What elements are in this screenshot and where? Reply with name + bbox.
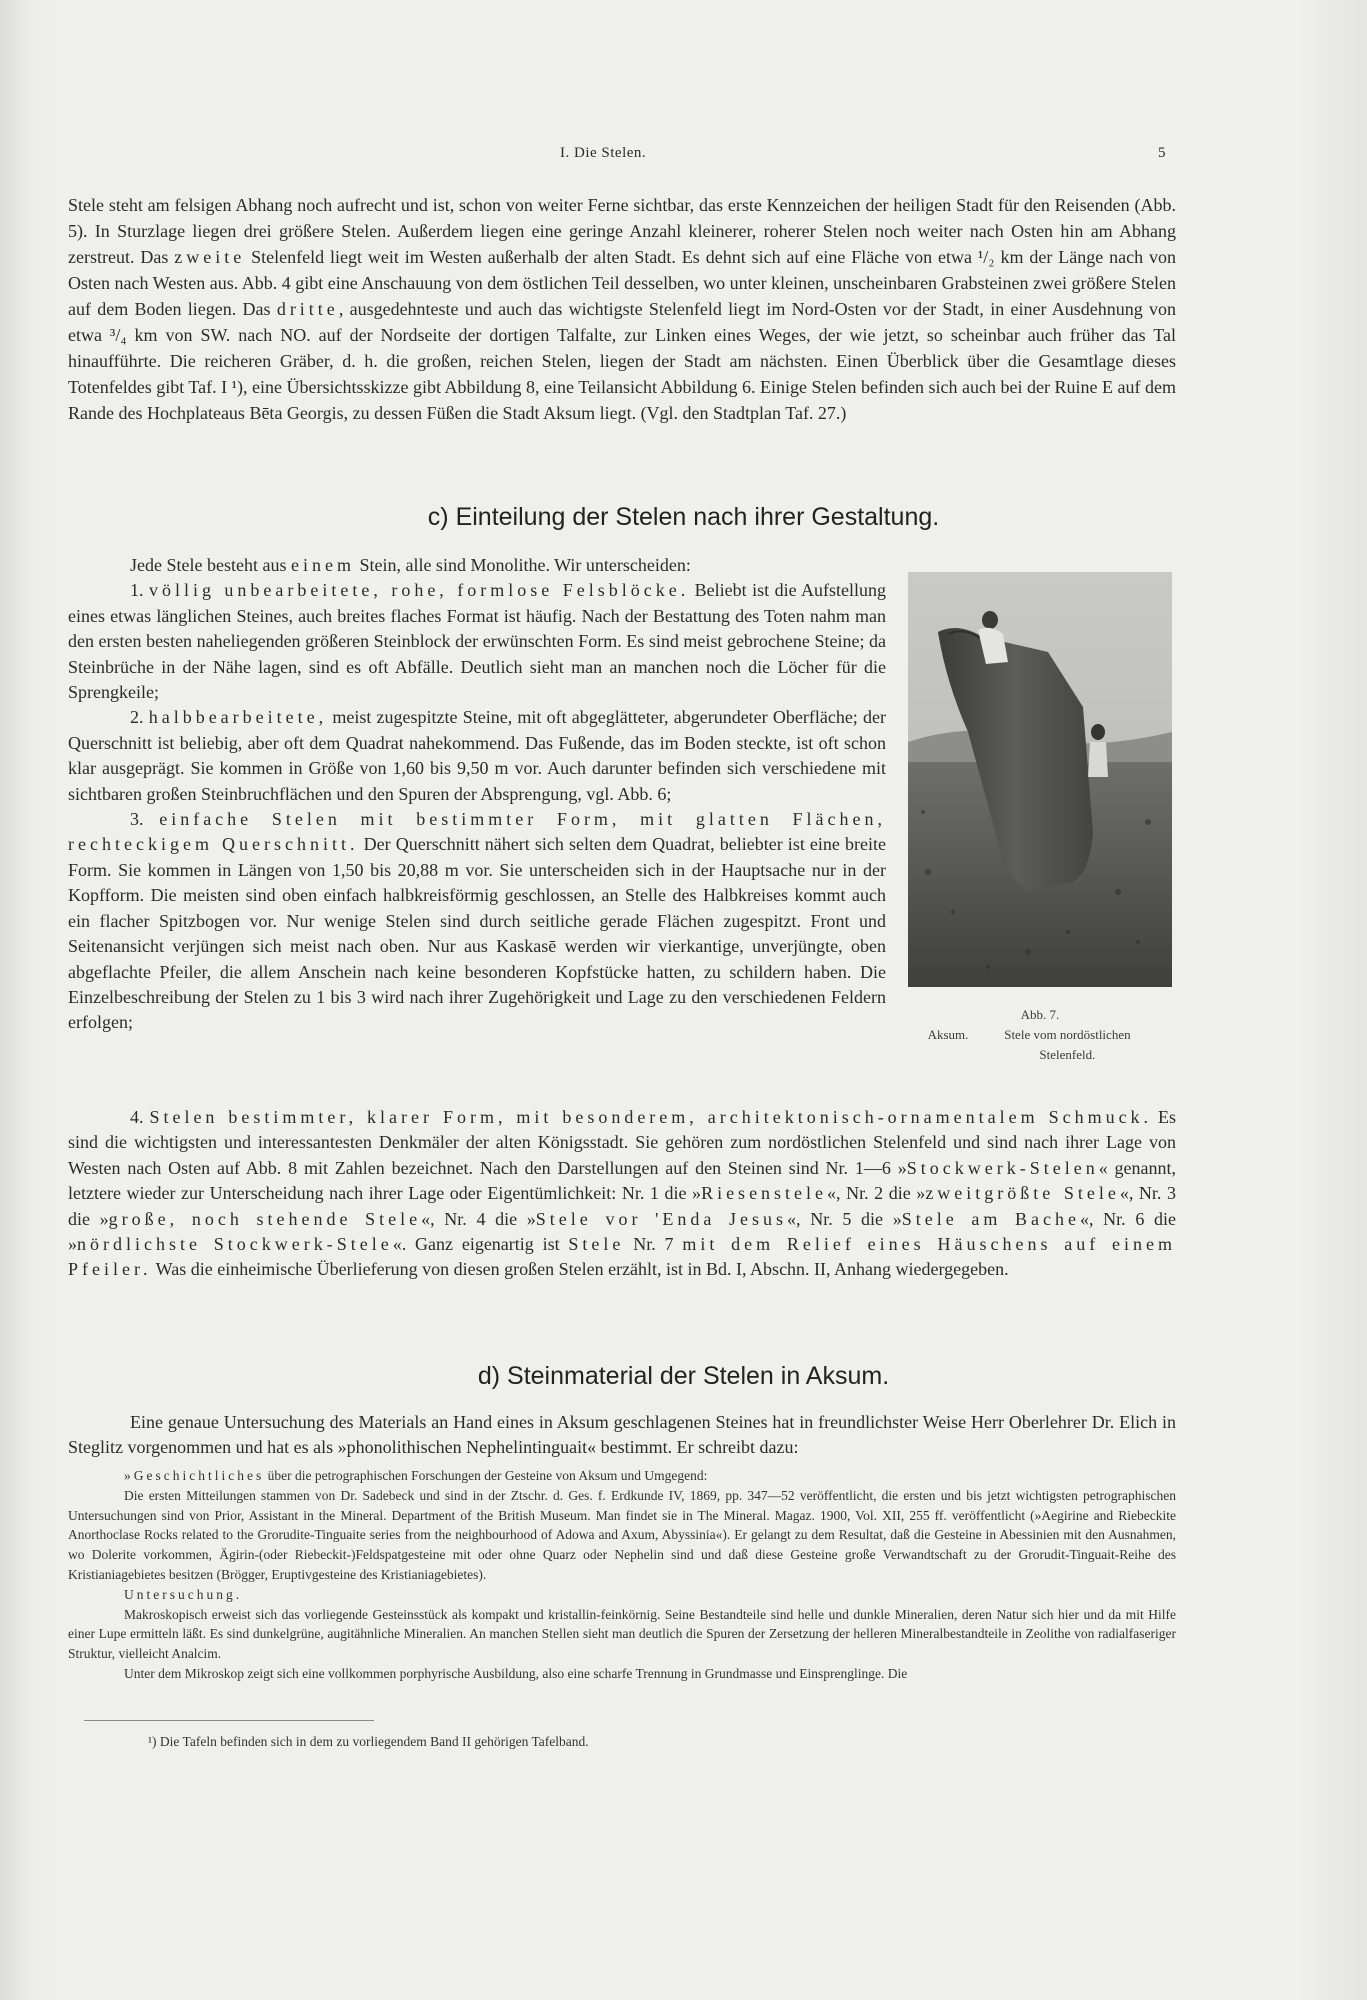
stele-photo-illustration	[908, 572, 1172, 987]
item-2-spaced: halbbearbeitete,	[148, 707, 328, 728]
list-item-2	[68, 705, 886, 807]
item-2-number: 2.	[130, 707, 149, 728]
page-header	[0, 145, 1367, 169]
item-4-text-d: «, Nr. 3 die »	[68, 1183, 1176, 1229]
list-item-1	[68, 578, 886, 705]
item-4-text-e: «, Nr. 4 die »	[421, 1208, 536, 1229]
section-d-body	[68, 1410, 1176, 1461]
spaced-stockwerk-stelen: Stockwerk-Stelen	[906, 1157, 1099, 1178]
section-c-body-wide	[68, 1105, 1176, 1283]
footnote: ¹) Die Tafeln befinden sich in dem zu vorliegendem Band II gehörigen Tafelband.	[148, 1734, 589, 1749]
spaced-relief: mit dem Relief eines Häuschens auf einem Pfeiler.	[68, 1234, 1177, 1280]
section-d-paragraph: Eine genaue Untersuchung des Materials an Hand eines in Aksum geschlagenen Steines hat in freundlichster Weise Herr Oberlehrer Dr. Elich in Steglitz vorgenommen und hat es als »phonolithischen Nephelintinguait« bestimmt. Er schreibt dazu:	[68, 1412, 1176, 1458]
figure-label: Abb. 7.	[1020, 1007, 1060, 1022]
quote-heading-spaced: »Geschichtliches	[124, 1468, 265, 1483]
item-4-number: 4.	[130, 1107, 150, 1127]
running-title: I. Die Stelen.	[560, 145, 647, 161]
spaced-stele-7: Stele	[568, 1234, 625, 1255]
spaced-einem: einem	[290, 555, 355, 575]
item-4-text-g: «, Nr. 6 die »	[68, 1208, 1176, 1255]
item-4-text-j: Was die einheimische Überlieferung von diesen großen Stelen erzählt, ist in Bd. I, Abschn. II, Anhang wiedergegeben.	[151, 1259, 1009, 1280]
spaced-enda-jesus: Stele vor 'Enda Jesus	[535, 1208, 788, 1229]
quote-paragraph-1: Die ersten Mitteilungen stammen von Dr. Sadebeck und sind in der Ztschr. d. Ges. f. Erdkunde IV, 1869, pp. 347—52 veröffentlicht, die ersten und bis jetzt wichtigsten petrographischen Untersuchungen sind von Prior, Assistant in the Mineral. Department of the British Museum. Man findet sie in The Mineral. Magaz. 1900, Vol. XII, 255 ff. veröffentlicht (»Aegirine and Riebeckite Anorthoclase Rocks related to the Grorudite-Tinguaite series from the neighbourhood of Adowa and Axum, Abyssinia«). Er gelangt zu dem Resultat, daß die Gesteine in Abessinien mit den Ausnahmen, wo Dolerite vorkommen, Ägirin-(oder Riebeckit-)Feldspatgesteine mit oder ohne Quarz oder Nephelin sind und daß diese Gesteine große Verwandtschaft zu der Grorudit-Tinguait-Reihe des Kristianiagebietes besitzen (Brögger, Eruptivgesteine des Kristianiagebietes).	[68, 1487, 1176, 1582]
section-d-heading: d) Steinmaterial der Stelen in Aksum.	[477, 1362, 890, 1390]
item-1-number: 1.	[130, 580, 149, 601]
spaced-zweitgroesste: zweitgrößte Stele	[925, 1183, 1120, 1204]
item-4-text-f: «, Nr. 5 die »	[787, 1208, 902, 1229]
untersuchung-heading: Untersuchung.	[124, 1586, 243, 1602]
footnote-rule	[84, 1720, 374, 1721]
item-4-text-c: «, Nr. 2 die »	[827, 1183, 926, 1204]
spaced-am-bache: Stele am Bache	[901, 1208, 1080, 1229]
item-4-text-a: Es sind die wichtigsten und interessantesten Denkmäler der alten Königsstadt. Sie gehören zum nordöstlichen Stelenfeld und sind nach ihrer Lage von Westen nach Osten auf Abb. 8 mit Zahlen bezeichnet. Nach den Darstellungen auf den Steinen sind Nr. 1—6 »	[68, 1107, 1176, 1178]
lead-text-2: Stein, alle sind Monolithe. Wir unterscheiden:	[354, 555, 691, 575]
caption-place: Aksum.	[927, 1027, 969, 1042]
quoted-report	[68, 1466, 1176, 1684]
item-2-text: meist zugespitzte Steine, mit oft abgeglätteter, abgerundeter Oberfläche; der Querschnitt ist beliebig, aber oft dem Quadrat nahekommend. Das Fußende, das im Boden steckte, ist oft schon klar ausgeprägt. Sie kommen in Größe von 1,60 bis 9,50 m vor. Auch darunter befinden sich verschiedene mit sichtbaren großen Steinbruchflächen und den Spuren der Absprengung, vgl. Abb. 6;	[68, 707, 886, 804]
spaced-dritte: dritte	[276, 299, 339, 319]
intro-text-3: , ausgedehnteste und auch das wichtigste Stelenfeld liegt im Nord-Osten vor der Stadt, in einer Ausdehnung von etwa ³/₄ km von SW. nach NO. auf der Nordseite der dortigen Talfalte, zur Linken eines Weges, der wie jetzt, so scheinbar auch früher das Tal hinaufführte. Die reicheren Gräber, d. h. die großen, reichen Stelen, liegen der Stadt am nächsten. Einen Überblick über die Gesamtlage dieses Totenfeldes gibt Taf. I ¹), eine Übersichtsskizze gibt Abbildung 8, eine Teilansicht Abbildung 6. Einige Stelen befinden sich auch bei der Ruine E auf dem Rande des Hochplateaus Bēta Georgis, zu dessen Füßen die Stadt Aksum liegt. (Vgl. den Stadtplan Taf. 27.)	[68, 299, 1176, 423]
item-1-spaced: völlig unbearbeitete, rohe, formlose Felsblöcke.	[148, 580, 690, 601]
list-item-4	[68, 1105, 1176, 1283]
quote-heading-rest: über die petrographischen Forschungen der Gesteine von Aksum und Umgegend:	[264, 1468, 708, 1483]
quote-paragraph-2: Makroskopisch erweist sich das vorliegende Gesteinsstück als kompakt und kristallin-feinkörnig. Seine Bestandteile sind helle und dunkle Mineralien, deren Natur sich hier und da mit Hilfe einer Lupe ermitteln läßt. Es sind dunkelgrüne, augitähnliche Mineralien. An manchen Stellen sieht man deutlich die Spuren der Zersetzung der helleren Mineralbestandteile in Zeolithe von radialfaseriger Struktur, vielleicht Analcim.	[68, 1606, 1176, 1662]
quote-paragraph-3: Unter dem Mikroskop zeigt sich eine vollkommen porphyrische Ausbildung, also eine scharfe Trennung in Grundmasse und Einsprenglinge. Die	[124, 1665, 908, 1681]
item-3-spaced: einfache Stelen mit bestimmter Form, mit glatten Flächen, rechteckigem Querschnitt.	[68, 809, 886, 855]
figure-photo-stele	[908, 572, 1172, 987]
section-c-body-narrow	[68, 553, 886, 1036]
item-4-text-b: « genannt, letztere wieder zur Unterscheidung nach ihrer Lage oder Eigentümlichkeit: Nr. 1 die »	[68, 1157, 1176, 1204]
item-4-text-i: Nr. 7	[624, 1234, 683, 1255]
item-4-spaced: Stelen bestimmter, klarer Form, mit besonderem, architektonisch-ornamentalem Schmuck.	[149, 1107, 1153, 1127]
intro-text-1: Stele steht am felsigen Abhang noch aufrecht und ist, schon von weiter Ferne sichtbar, das erste Kennzeichen der heiligen Stadt für den Reisenden (Abb. 5). In Sturzlage liegen drei größere Stelen. Außerdem liegen eine geringe Anzahl kleinerer, roherer Stelen noch weiter nach Osten hin am Abhang zerstreut. Das	[68, 195, 1176, 267]
page-number: 5	[1158, 145, 1166, 161]
item-3-number: 3.	[130, 809, 160, 830]
spaced-zweite: zweite	[174, 247, 246, 267]
item-3-text: Der Querschnitt nähert sich selten dem Quadrat, beliebter ist eine breite Form. Sie kommen in Längen von 1,50 bis 20,88 m vor. Sie unterscheiden sich in der Hauptsache nur in der Kopfform. Die meisten sind oben einfach halbkreisförmig geschlossen, an Stelle des Halbkreises kommt auch ein flacher Spitzbogen vor. Nur wenige Stelen sind durch seitliche gerade Flächen zugespitzt. Front und Seitenansicht verjüngen sich meist nach oben. Nur aus Kaskasē werden wir vierkantige, unverjüngte, oben abgeflachte Pfeiler, die allem Anschein nach keine besonderen Kopfstücke hatten, zu schildern haben. Die Einzelbeschreibung der Stelen zu 1 bis 3 wird nach ihrer Zugehörigkeit und Lage zu den verschiedenen Feldern erfolgen;	[68, 834, 886, 1033]
item-4-text-h: «. Ganz eigenartig ist	[392, 1234, 569, 1255]
intro-paragraph	[68, 192, 1176, 426]
intro-text-2: Stelenfeld liegt weit im Westen außerhalb der alten Stadt. Es dehnt sich auf eine Fläche von etwa ¹/₂ km der Länge nach von Osten nach Westen aus. Abb. 4 gibt eine Anschauung von dem östlichen Teil desselben, wo unter kleinen, unscheinbaren Grabsteinen zwei größere Stelen auf dem Boden liegen. Das	[68, 247, 1176, 319]
figure-caption	[900, 1005, 1180, 1065]
list-item-3	[68, 807, 886, 1036]
spaced-grosse-stele: große, noch stehende Stele	[108, 1208, 422, 1229]
section-c-heading: c) Einteilung der Stelen nach ihrer Gestaltung.	[427, 503, 940, 531]
spaced-noerdlichste: nördlichste Stockwerk-Stele	[77, 1234, 393, 1255]
spaced-riesenstele: Riesenstele	[701, 1183, 828, 1204]
caption-text: Stele vom nordöstlichen Stelenfeld.	[1004, 1027, 1131, 1062]
lead-text-1: Jede Stele besteht aus	[130, 555, 291, 575]
item-1-text: Beliebt ist die Aufstellung eines etwas länglichen Steines, auch breites flaches Format ist häufig. Nach der Bestattung des Toten nahm man den ersten besten naheliegenden größeren Steinblock der erwünschten Form. Es sind meist gebrochene Steine; da Steinbrüche in der Nähe lagen, sind es oft Abfälle. Deutlich sieht man an manchen noch die Löcher für die Sprengkeile;	[68, 580, 887, 703]
